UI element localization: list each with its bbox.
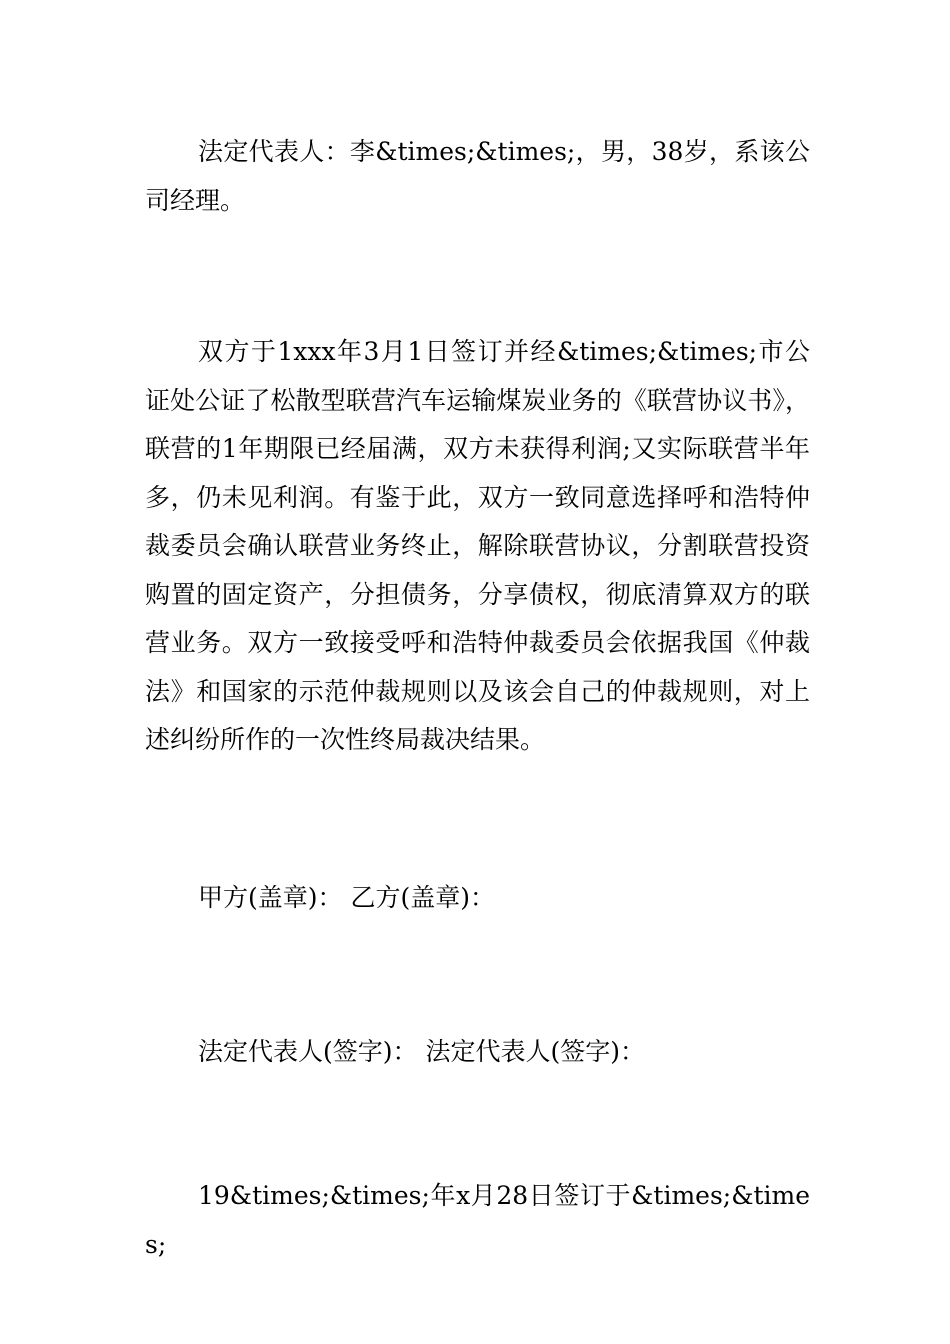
representative-signature-line: 法定代表人(签字)： 法定代表人(签字)： — [198, 1037, 645, 1066]
legal-representative-paragraph: 法定代表人：李&times;&times;，男，38岁，系该公司经理。 — [145, 137, 810, 215]
agreement-body-paragraph: 双方于1xxx年3月1日签订并经&times;&times;市公证处公证了松散型联营汽车运输煤炭业务的《联营协议书》，联营的1年期限已经届满，双方未获得利润;又实际联营半年多，仍未见利润。有鉴于此，双方一致同意选择呼和浩特仲裁委员会确认联营业务终止，解除联营协议，分割联营投资购置的固定资产，分担债务，分享债权，彻底清算双方的联营业务。双方一致接受呼和浩特仲裁委员会依据我国《仲裁法》和国家的示范仲裁规则以及该会自己的仲裁规则，对上述纠纷所作的一次性终局裁决结果。 — [145, 337, 810, 754]
party-seal-line: 甲方(盖章)： 乙方(盖章)： — [198, 883, 495, 912]
signing-date-line: 19&times;&times;年x月28日签订于&times;&times; — [145, 1181, 810, 1259]
